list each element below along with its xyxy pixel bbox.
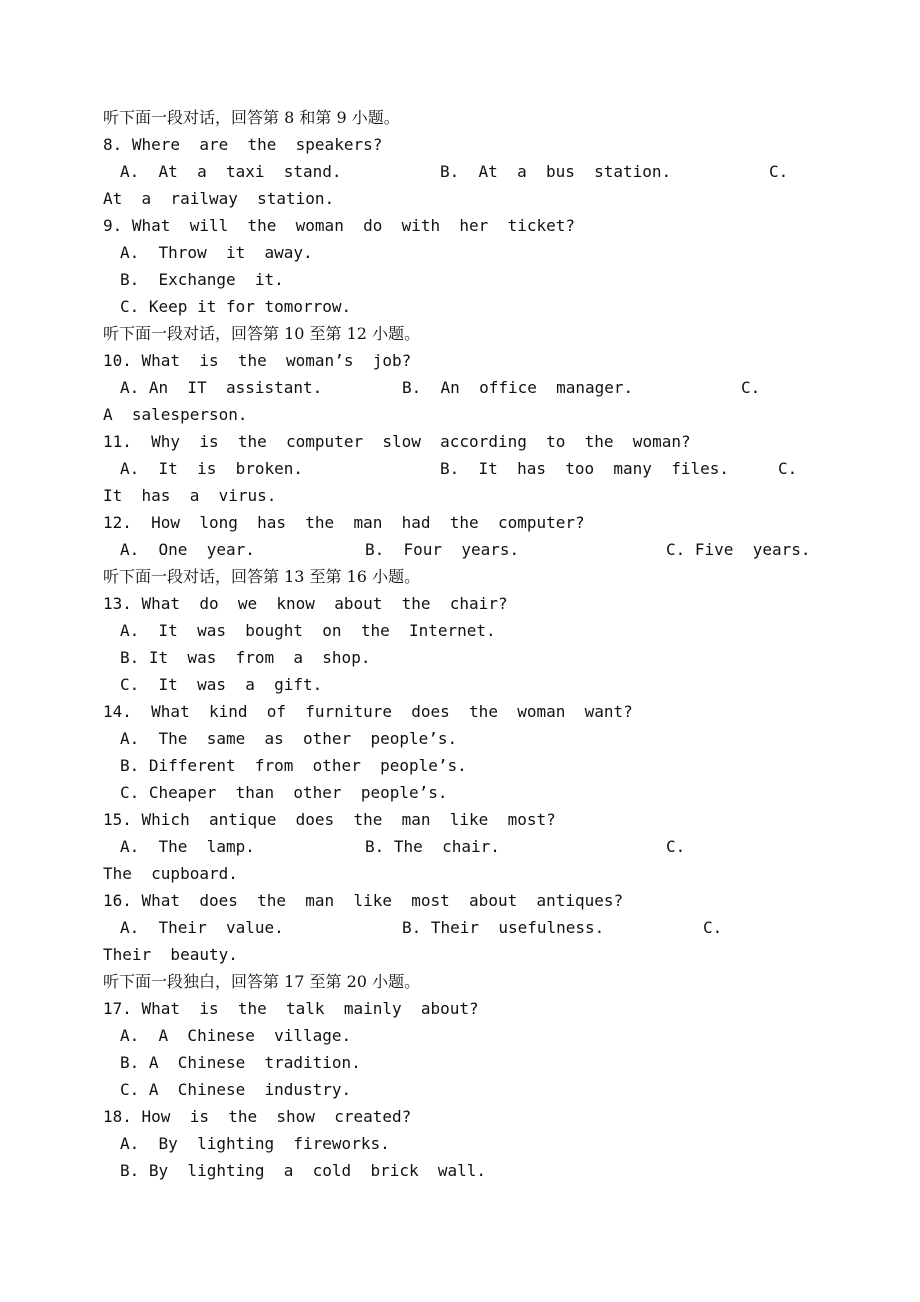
option-c-text: A salesperson. <box>103 405 248 424</box>
option-b: B. Different from other people’s. <box>120 756 467 775</box>
option-c-text: It has a virus. <box>103 486 277 505</box>
option-a: A. At a taxi stand. <box>120 162 342 181</box>
option-a: A. It is broken. <box>120 459 304 478</box>
section-heading: 听下面一段对话，回答第 8 和第 9 小题。 <box>103 108 400 127</box>
option-c: C. A Chinese industry. <box>120 1080 352 1099</box>
question-stem: 14. What kind of furniture does the woman want? <box>103 702 633 721</box>
option-c-text: At a railway station. <box>103 189 335 208</box>
option-b: B. By lighting a cold brick wall. <box>120 1161 487 1180</box>
option-a: A. One year. <box>120 540 255 559</box>
option-c: C. Cheaper than other people’s. <box>120 783 448 802</box>
question-stem: 8. Where are the speakers? <box>103 135 383 154</box>
option-a: A. The same as other people’s. <box>120 729 458 748</box>
option-c: C. <box>778 459 798 478</box>
option-b: B. Four years. <box>365 540 520 559</box>
question-stem: 13. What do we know about the chair? <box>103 594 508 613</box>
option-c: C. <box>666 837 686 856</box>
option-c: C. <box>769 162 789 181</box>
option-c: C. Five years. <box>666 540 811 559</box>
option-b: B. A Chinese tradition. <box>120 1053 361 1072</box>
option-a: A. The lamp. <box>120 837 255 856</box>
option-b: B. The chair. <box>365 837 500 856</box>
question-stem: 9. What will the woman do with her ticket? <box>103 216 576 235</box>
option-b: B. At a bus station. <box>440 162 672 181</box>
section-heading: 听下面一段对话，回答第 10 至第 12 小题。 <box>103 324 421 343</box>
option-a: A. By lighting fireworks. <box>120 1134 390 1153</box>
option-c: C. It was a gift. <box>120 675 323 694</box>
question-stem: 12. How long has the man had the computer? <box>103 513 585 532</box>
option-b: B. Exchange it. <box>120 270 284 289</box>
question-stem: 10. What is the woman’s job? <box>103 351 412 370</box>
option-b: B. An office manager. <box>402 378 634 397</box>
option-c: C. <box>703 918 723 937</box>
option-c-text: The cupboard. <box>103 864 238 883</box>
section-heading: 听下面一段对话，回答第 13 至第 16 小题。 <box>103 567 421 586</box>
option-a: A. Throw it away. <box>120 243 313 262</box>
option-c: C. <box>741 378 761 397</box>
option-a: A. An IT assistant. <box>120 378 323 397</box>
option-c-text: Their beauty. <box>103 945 238 964</box>
option-c: C. Keep it for tomorrow. <box>120 297 352 316</box>
option-b: B. Their usefulness. <box>402 918 605 937</box>
option-a: A. It was bought on the Internet. <box>120 621 496 640</box>
option-b: B. It has too many files. <box>440 459 729 478</box>
question-stem: 11. Why is the computer slow according to the woman? <box>103 432 691 451</box>
question-stem: 15. Which antique does the man like most? <box>103 810 556 829</box>
option-b: B. It was from a shop. <box>120 648 371 667</box>
option-a: A. A Chinese village. <box>120 1026 352 1045</box>
question-stem: 16. What does the man like most about antiques? <box>103 891 624 910</box>
question-stem: 18. How is the show created? <box>103 1107 412 1126</box>
option-a: A. Their value. <box>120 918 284 937</box>
question-stem: 17. What is the talk mainly about? <box>103 999 479 1018</box>
section-heading: 听下面一段独白，回答第 17 至第 20 小题。 <box>103 972 421 991</box>
